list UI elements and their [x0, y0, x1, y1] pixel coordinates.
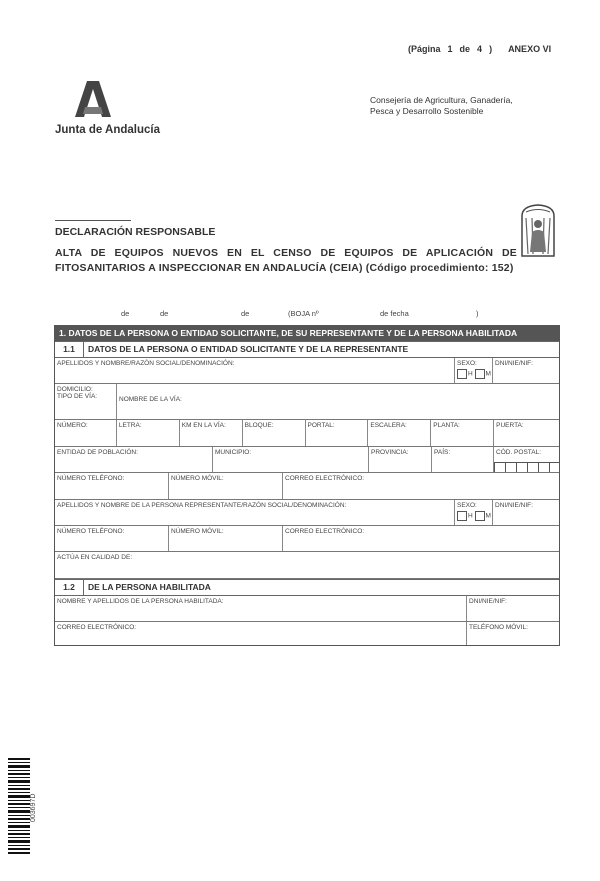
section-1-title: 1. DATOS DE LA PERSONA O ENTIDAD SOLICITANTE, DE SU REPRESENTANTE Y DE LA PERSONA HABILITADA	[55, 326, 559, 341]
sexo-h-checkbox[interactable]	[457, 369, 467, 379]
form-row	[55, 447, 559, 473]
ref-de-2: de	[160, 309, 169, 318]
ref-de-1: de	[121, 309, 130, 318]
form-row	[55, 622, 559, 645]
planta-field[interactable]: PLANTA:	[431, 420, 494, 446]
sexo-m-checkbox[interactable]	[475, 369, 485, 379]
barcode-number: 003697D	[30, 793, 37, 822]
form-row	[55, 526, 559, 552]
apellidos-rep-field[interactable]: APELLIDOS Y NOMBRE DE LA PERSONA REPRESENTANTE/RAZÓN SOCIAL/DENOMINACIÓN:	[55, 500, 455, 525]
correo-rep-field[interactable]: CORREO ELECTRÓNICO:	[285, 528, 365, 535]
form-row	[55, 596, 559, 622]
form-row	[55, 552, 559, 579]
tipo-via-field[interactable]: DOMICILIO: TIPO DE VÍA:	[55, 384, 117, 419]
movil-hab-field[interactable]: TELÉFONO MÓVIL:	[469, 624, 528, 631]
ref-fecha: de fecha	[380, 309, 409, 318]
form-row	[55, 500, 559, 526]
nombre-via-field[interactable]: NOMBRE DE LA VÍA:	[119, 396, 182, 403]
correo-field[interactable]: CORREO ELECTRÓNICO:	[285, 475, 365, 482]
page-number: (Página 1 de 4 ) ANEXO VI	[408, 44, 552, 54]
applicant-form	[54, 325, 560, 646]
movil-rep-field[interactable]: NÚMERO MÓVIL:	[169, 526, 283, 551]
sexo-field: SEXO: H M	[455, 358, 493, 383]
dni-hab-field[interactable]: DNI/NIE/NIF:	[469, 598, 507, 605]
cp-boxes	[494, 462, 559, 472]
andalucia-shield-icon	[518, 202, 558, 258]
barcode-icon	[8, 758, 30, 854]
letra-field[interactable]: LETRA:	[117, 420, 180, 446]
actua-field[interactable]: ACTÚA EN CALIDAD DE:	[57, 554, 133, 561]
portal-field[interactable]: PORTAL:	[306, 420, 369, 446]
sexo-rep-h-checkbox[interactable]	[457, 511, 467, 521]
numero-field[interactable]: NÚMERO:	[55, 420, 117, 446]
form-row	[55, 420, 559, 447]
title-rule	[55, 220, 131, 221]
puerta-field[interactable]: PUERTA:	[496, 422, 524, 429]
dni-rep-field[interactable]: DNI/NIE/NIF:	[495, 502, 533, 509]
department: Consejería de Agricultura, Ganadería, Pesca y Desarrollo Sostenible	[370, 95, 513, 116]
ref-boja: (BOJA nº	[288, 309, 319, 318]
apellidos-field[interactable]: APELLIDOS Y NOMBRE/RAZÓN SOCIAL/DENOMINACIÓN:	[55, 358, 455, 383]
ref-de-3: de	[241, 309, 250, 318]
municipio-field[interactable]: MUNICIPIO:	[213, 447, 369, 472]
subsection-1-2: 1.2 DE LA PERSONA HABILITADA	[55, 579, 559, 596]
document-title: ALTA DE EQUIPOS NUEVOS EN EL CENSO DE EQUIPOS DE APLICACIÓN DE FITOSANITARIOS A INSPECCIONAR EN ANDALUCÍA (CEIA) (Código procedimiento: 152)	[55, 247, 517, 274]
ref-close: )	[476, 309, 479, 318]
form-row	[55, 358, 559, 384]
escalera-field[interactable]: ESCALERA:	[368, 420, 431, 446]
entidad-field[interactable]: ENTIDAD DE POBLACIÓN:	[55, 447, 213, 472]
nombre-hab-field[interactable]: NOMBRE Y APELLIDOS DE LA PERSONA HABILITADA:	[55, 596, 467, 621]
correo-hab-field[interactable]: CORREO ELECTRÓNICO:	[55, 622, 467, 645]
cp-field[interactable]: CÓD. POSTAL:	[494, 447, 559, 472]
declaration-heading: DECLARACIÓN RESPONSABLE	[55, 226, 216, 238]
form-row	[55, 473, 559, 500]
provincia-field[interactable]: PROVINCIA:	[369, 447, 432, 472]
sexo-rep-field: SEXO: H M	[455, 500, 493, 525]
pais-field[interactable]: PAÍS:	[432, 447, 494, 472]
org-name: Junta de Andalucía	[55, 124, 161, 136]
sexo-rep-m-checkbox[interactable]	[475, 511, 485, 521]
form-row	[55, 384, 559, 420]
subsection-1-1: 1.1 DATOS DE LA PERSONA O ENTIDAD SOLICITANTE Y DE LA REPRESENTANTE	[55, 341, 559, 358]
km-field[interactable]: KM EN LA VÍA:	[180, 420, 243, 446]
bloque-field[interactable]: BLOQUE:	[243, 420, 306, 446]
telefono-field[interactable]: NÚMERO TELÉFONO:	[55, 473, 169, 499]
telefono-rep-field[interactable]: NÚMERO TELÉFONO:	[55, 526, 169, 551]
dni-field[interactable]: DNI/NIE/NIF:	[495, 360, 533, 367]
movil-field[interactable]: NÚMERO MÓVIL:	[169, 473, 283, 499]
